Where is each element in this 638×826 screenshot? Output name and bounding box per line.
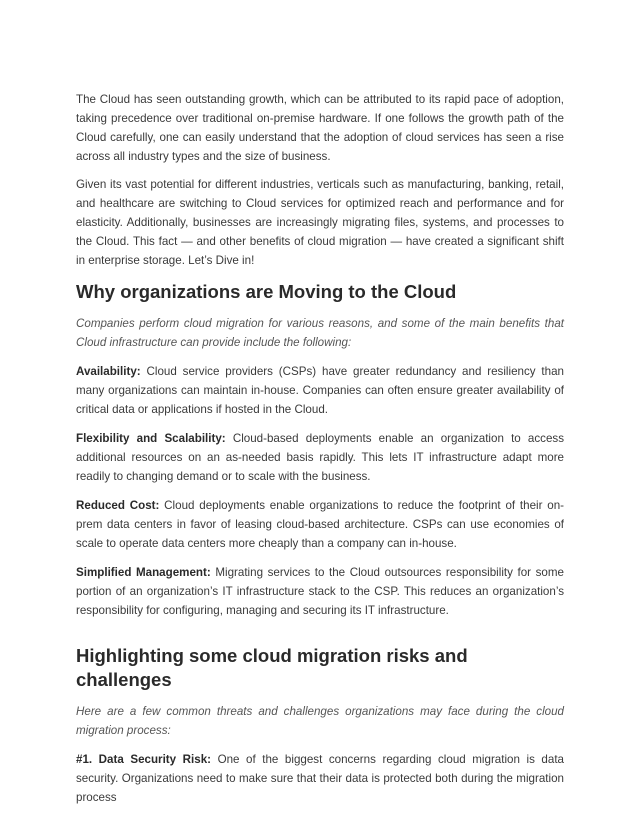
benefit-label: Availability: <box>76 365 141 378</box>
risk-data-security <box>76 750 564 807</box>
section-heading-risks: Highlighting some cloud migration risks and challenges <box>76 645 468 690</box>
benefit-text: Cloud deployments enable organizations to reduce the footprint of their on-prem data centers in favor of leasing cloud-based architecture. CSPs can use economies of scale to operate data centers more cheaply than a company can in-house. <box>76 499 565 550</box>
section-lead-benefits: Companies perform cloud migration for various reasons, and some of the main benefits that Cloud infrastructure can provide include the following: <box>76 317 564 349</box>
intro-paragraph-2: Given its vast potential for different industries, verticals such as manufacturing, banking, retail, and healthcare are switching to Cloud services for optimized reach and performance and for elasticity. Additionally, businesses are increasingly migrating files, systems, and processes to the Cloud. This fact — and other benefits of cloud migration — have created a significant shift in enterprise storage. Let’s Dive in! <box>76 178 564 267</box>
benefit-label: Simplified Management: <box>76 566 211 579</box>
document-page <box>76 90 564 817</box>
intro-paragraph-1: The Cloud has seen outstanding growth, which can be attributed to its rapid pace of adoption, taking precedence over traditional on-premise hardware. If one follows the growth path of the Cloud carefully, one can easily understand that the adoption of cloud services has seen a rise across all industry types and the size of business. <box>76 93 564 163</box>
benefit-text: Cloud-based deployments enable an organization to access additional resources on an as-needed basis rapidly. This lets IT infrastructure adapt more readily to changing demand or to scale with the business. <box>76 432 564 483</box>
benefit-reduced-cost <box>76 496 564 553</box>
risk-label: #1. Data Security Risk: <box>76 753 212 766</box>
benefit-flexibility <box>76 429 564 486</box>
benefit-availability <box>76 362 564 419</box>
section-lead-risks: Here are a few common threats and challenges organizations may face during the cloud migration process: <box>76 705 564 737</box>
risk-text: One of the biggest concerns regarding cloud migration is data security. Organizations need to make sure that their data is protected both during the migration process <box>76 753 564 804</box>
benefit-simplified-management <box>76 563 564 620</box>
benefit-label: Reduced Cost: <box>76 499 160 512</box>
benefit-label: Flexibility and Scalability: <box>76 432 226 445</box>
section-heading-moving-to-cloud: Why organizations are Moving to the Cloud <box>76 281 457 302</box>
benefit-text: Cloud service providers (CSPs) have greater redundancy and resiliency than many organizations can maintain in-house. Companies can often ensure greater availability of critical data or applications if hosted in the Cloud. <box>76 365 564 416</box>
benefit-text: Migrating services to the Cloud outsources responsibility for some portion of an organization’s IT infrastructure stack to the CSP. This reduces an organization’s responsibility for configuring, managing and securing its IT infrastructure. <box>76 566 564 617</box>
